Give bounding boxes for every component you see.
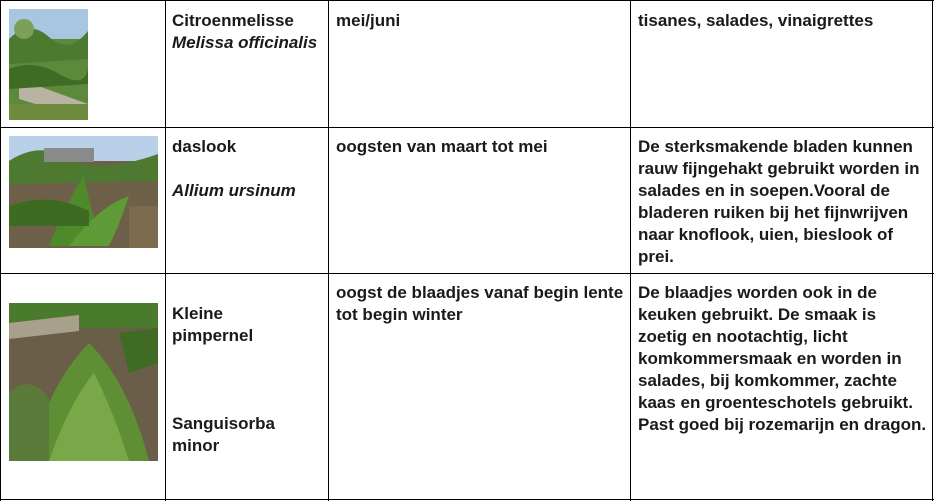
column-divider xyxy=(328,0,329,501)
table-border-bottom xyxy=(0,499,934,500)
herb-name-cell xyxy=(172,10,322,54)
column-divider xyxy=(165,0,166,501)
use-cell xyxy=(638,282,928,436)
lemon-balm-photo xyxy=(9,9,88,120)
herb-name-cell xyxy=(172,136,322,202)
herb-name-cell xyxy=(172,303,322,457)
column-divider xyxy=(630,0,631,501)
table-border-right xyxy=(932,0,933,501)
row-divider xyxy=(0,273,934,274)
herb-dutch-name: Kleine pimpernel xyxy=(172,304,254,345)
harvest-cell: oogsten van maart tot mei xyxy=(336,137,548,156)
herb-latin-name: Melissa officinalis xyxy=(172,33,318,52)
table-border-left xyxy=(0,0,1,501)
harvest-cell: mei/juni xyxy=(336,11,401,30)
harvest-cell: oogst de blaadjes vanaf begin lente tot begin winter xyxy=(336,283,624,324)
herb-dutch-name: Citroenmelisse xyxy=(172,11,294,30)
herb-latin-name: Allium ursinum xyxy=(172,181,296,200)
use-text-extra: Past goed bij rozemarijn en dragon. xyxy=(638,415,927,434)
herb-dutch-name: daslook xyxy=(172,137,237,156)
salad-burnet-photo xyxy=(9,303,158,461)
use-cell: De sterksmakende bladen kunnen rauw fijngehakt gebruikt worden in salades en in soepen.Vooral de bladeren ruiken bij het fijnwrijven naar knoflook, uien, bieslook of prei. xyxy=(638,137,920,266)
use-text: De blaadjes worden ook in de keuken gebruikt. De smaak is zoetig en nootachtig, licht komkommersmaak en worden in salades, bij komkommer, zachte kaas en groenteschotels gebruikt. xyxy=(638,283,913,412)
use-cell: tisanes, salades, vinaigrettes xyxy=(638,11,874,30)
wild-garlic-photo xyxy=(9,136,158,248)
table-border-top xyxy=(0,0,934,1)
herb-latin-name: Sanguisorba minor xyxy=(172,414,275,455)
row-divider xyxy=(0,127,934,128)
